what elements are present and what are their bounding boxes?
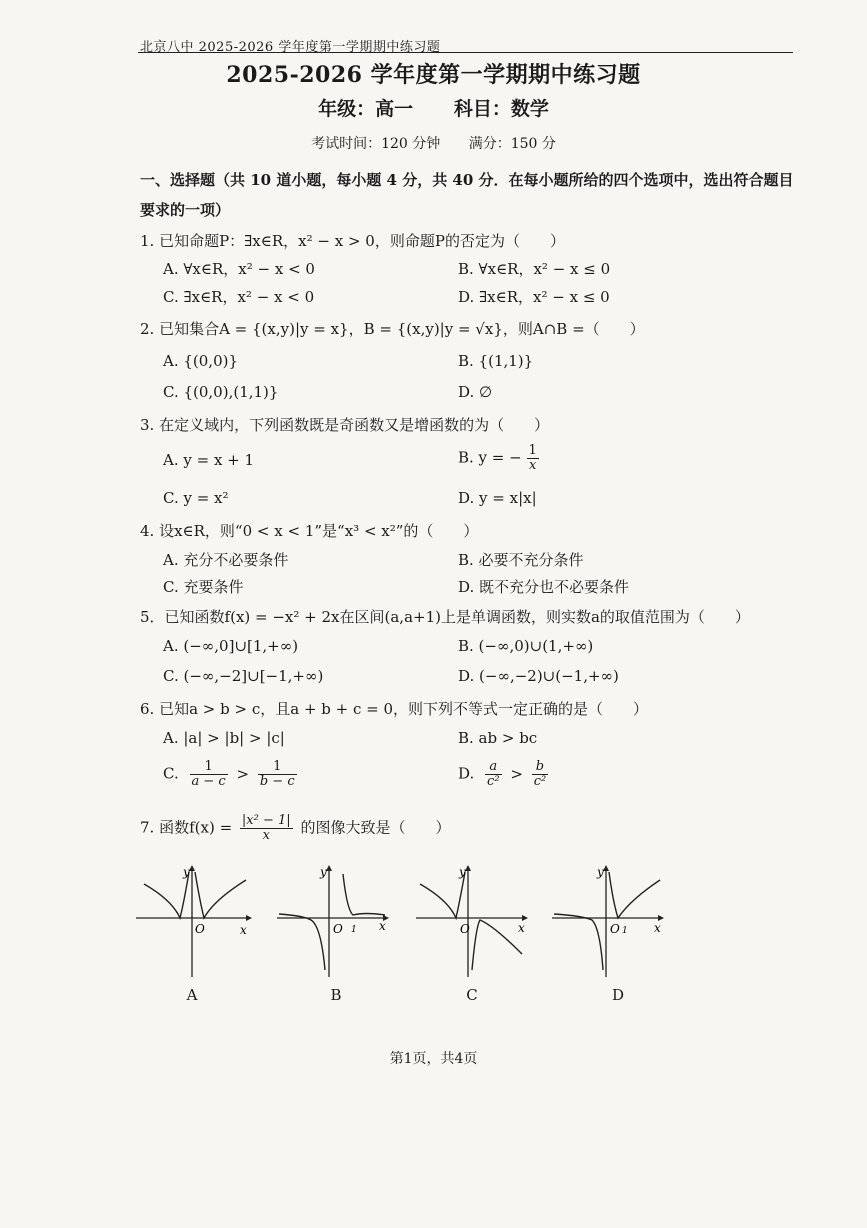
graph-a-y-label: y <box>183 865 190 879</box>
graph-a-x-label: x <box>240 923 247 937</box>
question-3-option-b <box>458 444 539 473</box>
graph-d-x-label: x <box>654 921 661 935</box>
question-1-option-d: D. ∃x∈R，x² − x ≤ 0 <box>458 288 610 306</box>
question-4-option-d: D. 既不充分也不必要条件 <box>458 578 630 596</box>
fraction-denominator: c² <box>487 774 500 789</box>
question-6-option-d <box>458 760 548 789</box>
graph-b-x-label: x <box>379 919 386 933</box>
question-3-option-b-fraction <box>527 444 539 473</box>
fraction-denominator: x <box>528 458 537 473</box>
question-4-stem: 4. 设x∈R，则“0 < x < 1”是“x³ < x²”的（ ） <box>140 522 479 540</box>
exam-score: 满分：150 分 <box>468 136 556 152</box>
graph-b-label: B <box>330 986 342 1004</box>
graph-c <box>414 862 534 980</box>
question-6-option-d-right-fraction <box>532 760 549 789</box>
question-6-option-d-left-fraction <box>485 760 502 789</box>
question-5-option-b: B. (−∞,0)∪(1,+∞) <box>458 637 594 655</box>
graph-a-label: A <box>186 986 198 1004</box>
question-6-option-c <box>163 760 297 789</box>
question-4-option-a: A. 充分不必要条件 <box>163 551 289 569</box>
question-6-option-d-op: > <box>510 764 523 783</box>
question-1-option-a: A. ∀x∈R，x² − x < 0 <box>163 260 315 278</box>
grade-label: 年级：高一 <box>318 98 414 120</box>
graph-b <box>275 862 395 980</box>
question-1-option-c: C. ∃x∈R，x² − x < 0 <box>163 288 315 306</box>
graph-b-origin: O <box>333 922 343 936</box>
graph-d-y-label: y <box>597 865 604 879</box>
exam-info <box>0 133 867 153</box>
question-2-option-b: B. {(1,1)} <box>458 352 534 370</box>
question-7-stem-suffix: 的图像大致是（ ） <box>300 818 451 837</box>
question-5-option-d: D. (−∞,−2)∪(−1,+∞) <box>458 667 619 685</box>
graph-d-tick-one: 1 <box>622 926 628 936</box>
question-3-option-a: A. y = x + 1 <box>163 451 255 469</box>
question-6-stem: 6. 已知a > b > c，且a + b + c = 0，则下列不等式一定正确的是（ ） <box>140 700 649 718</box>
question-2-option-a: A. {(0,0)} <box>163 352 239 370</box>
fraction-denominator: b − c <box>259 774 295 789</box>
graph-c-origin: O <box>460 922 470 936</box>
fraction-numerator: 1 <box>528 443 537 458</box>
fraction-numerator: a <box>485 760 502 775</box>
question-1-stem: 1. 已知命题P：∃x∈R，x² − x > 0，则命题P的否定为（ ） <box>140 232 565 250</box>
fraction-numerator: 1 <box>258 760 297 775</box>
question-3-stem: 3. 在定义域内，下列函数既是奇函数又是增函数的为（ ） <box>140 416 550 434</box>
header-rule <box>138 52 793 53</box>
graph-a <box>134 862 254 980</box>
question-4-option-c: C. 充要条件 <box>163 578 244 596</box>
section-heading: 一、选择题（共 10 道小题，每小题 4 分，共 40 分．在每小题所给的四个选项中，选出符合题目要求的一项） <box>140 171 794 219</box>
question-3-option-c: C. y = x² <box>163 489 229 507</box>
question-2-stem: 2. 已知集合A = {(x,y)|y = x}，B = {(x,y)|y = √x}，则A∩B =（ ） <box>140 320 645 338</box>
question-6-option-c-right-fraction <box>258 760 297 789</box>
running-head: 北京八中 2025-2026 学年度第一学期期中练习题 <box>140 40 441 55</box>
question-7-stem <box>140 814 450 843</box>
question-6-option-c-letter: C. <box>163 764 179 783</box>
graph-a-origin: O <box>195 922 205 936</box>
question-1-option-b: B. ∀x∈R，x² − x ≤ 0 <box>458 260 611 278</box>
question-3-option-d: D. y = x|x| <box>458 489 537 507</box>
question-5-option-c: C. (−∞,−2]∪[−1,+∞) <box>163 667 324 685</box>
fraction-denominator: c² <box>533 774 547 789</box>
question-5-option-a: A. (−∞,0]∪[1,+∞) <box>163 637 299 655</box>
question-7-stem-prefix: 7. 函数f(x) = <box>140 818 233 837</box>
question-6-option-c-op: > <box>236 764 250 783</box>
subject-label: 科目：数学 <box>453 98 549 120</box>
graph-c-y-label: y <box>459 865 466 879</box>
fraction-denominator: x <box>262 828 270 843</box>
graph-b-tick-one: 1 <box>351 925 357 935</box>
question-2-option-c: C. {(0,0),(1,1)} <box>163 383 279 401</box>
graph-d <box>550 862 670 980</box>
exam-time: 考试时间：120 分钟 <box>311 136 441 152</box>
question-6-option-b: B. ab > bc <box>458 729 538 747</box>
question-2-option-d: D. ∅ <box>458 383 493 401</box>
question-6-option-d-letter: D. <box>458 764 475 783</box>
fraction-numerator: 1 <box>190 760 228 775</box>
graph-c-x-label: x <box>518 921 525 935</box>
graph-d-label: D <box>611 986 625 1004</box>
question-3-option-b-text: B. y = − <box>458 448 522 467</box>
fraction-numerator: b <box>532 760 549 775</box>
question-5-stem: 5．已知函数f(x) = −x² + 2x在区间(a,a+1)上是单调函数，则实数a的取值范围为（ ） <box>140 608 750 626</box>
fraction-denominator: a − c <box>191 774 226 789</box>
question-6-option-c-left-fraction <box>190 760 228 789</box>
question-7-function-fraction <box>240 814 293 843</box>
fraction-numerator: |x² − 1| <box>241 813 291 828</box>
graph-c-label: C <box>466 986 478 1004</box>
page-footer: 第1页，共4页 <box>389 1051 478 1067</box>
question-4-option-b: B. 必要不充分条件 <box>458 551 584 569</box>
exam-title: 2025-2026 学年度第一学期期中练习题 <box>226 62 641 88</box>
exam-subtitle <box>0 94 867 121</box>
graph-b-y-label: y <box>320 865 327 879</box>
graph-d-origin: O <box>610 922 620 936</box>
question-6-option-a: A. |a| > |b| > |c| <box>163 729 285 747</box>
